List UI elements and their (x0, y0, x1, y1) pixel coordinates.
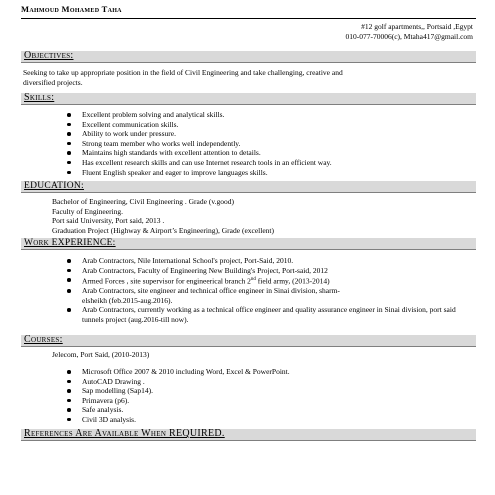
education-line: Port said University, Port said, 2013 . (52, 216, 165, 226)
skills-list (64, 110, 332, 177)
objectives-text (23, 68, 343, 87)
education-line: Bachelor of Engineering, Civil Engineering . Grade (v.good) (52, 197, 234, 206)
list-item: Arab Contractors, site engineer and technical office engineer in Sinai division, sharm-elsheikh (feb.2015-aug.2016). (64, 286, 342, 305)
courses-title: Courses: (24, 334, 63, 345)
work-experience-title-text: Work EXPERIENCE: (24, 238, 116, 248)
list-item: Sap modelling (Sap14). (64, 386, 290, 396)
list-item: Maintains high standards with excellent attention to details. (64, 148, 332, 158)
list-item: Fluent English speaker and eager to improve languages skills. (64, 168, 332, 178)
list-item: Arab Contractors, Faculty of Engineering New Building's Project, Port-said, 2012 (64, 266, 454, 276)
list-item: Excellent communication skills. (64, 120, 332, 130)
list-item: Armed Forces , site supervisor for engineerical branch 2nd field army, (2013-2014) (64, 275, 454, 286)
skills-title: Skills: (24, 92, 55, 103)
list-item: Microsoft Office 2007 & 2010 including Word, Excel & PowerPoint. (64, 367, 290, 377)
education-line: Faculty of Engineering. (52, 206, 124, 216)
references-header (21, 429, 476, 441)
list-item: AutoCAD Drawing . (64, 377, 290, 387)
address-line: #12 golf apartments,, Portsaid ,Egypt (361, 22, 473, 31)
list-item: Has excellent research skills and can use Internet research tools in an efficient way. (64, 158, 332, 168)
list-item: Excellent problem solving and analytical skills. (64, 110, 332, 120)
education-details (52, 197, 274, 235)
work-experience-list (64, 256, 454, 325)
work-experience-header (21, 238, 476, 250)
candidate-name: Mahmoud Mohamed Taha (21, 4, 122, 14)
references-title: References Are Available When REQUIRED. (24, 428, 225, 439)
list-item: Strong team member who works well independently. (64, 139, 332, 149)
education-title: EDUCATION: (24, 181, 84, 191)
objectives-text-line: Seeking to take up appropriate position in the field of Civil Engineering and take challenging, creative and (23, 68, 343, 77)
education-header (21, 181, 476, 193)
objectives-text-line: diversified projects. (23, 77, 83, 87)
skills-header (21, 93, 476, 105)
list-item: Primavera (p6). (64, 396, 290, 406)
list-item: Ability to work under pressure. (64, 129, 332, 139)
phone-email-line: 010-077-70006(c), Mtaha417@gmail.com (345, 32, 473, 41)
list-item: Arab Contractors, currently working as a technical office engineer and quality assurance engineer in Sinai division, port said tunnels project (aug.2016-till now). (64, 305, 477, 324)
list-item: Arab Contractors, Nile International School's project, Port-Said, 2010. (64, 256, 454, 266)
courses-header (21, 335, 476, 347)
contact-block (345, 22, 473, 42)
education-line: Graduation Project (Highway & Airport’s Engineering), Grade (excellent) (52, 225, 275, 235)
objectives-title: Objectives: (24, 50, 74, 61)
courses-list (64, 367, 290, 425)
courses-intro: Jelecom, Port Said, (2010-2013) (52, 350, 150, 359)
work-experience-title (24, 237, 116, 249)
list-item: Safe analysis. (64, 405, 290, 415)
name-divider (21, 18, 476, 19)
objectives-header (21, 51, 476, 63)
list-item: Civil 3D analysis. (64, 415, 290, 425)
